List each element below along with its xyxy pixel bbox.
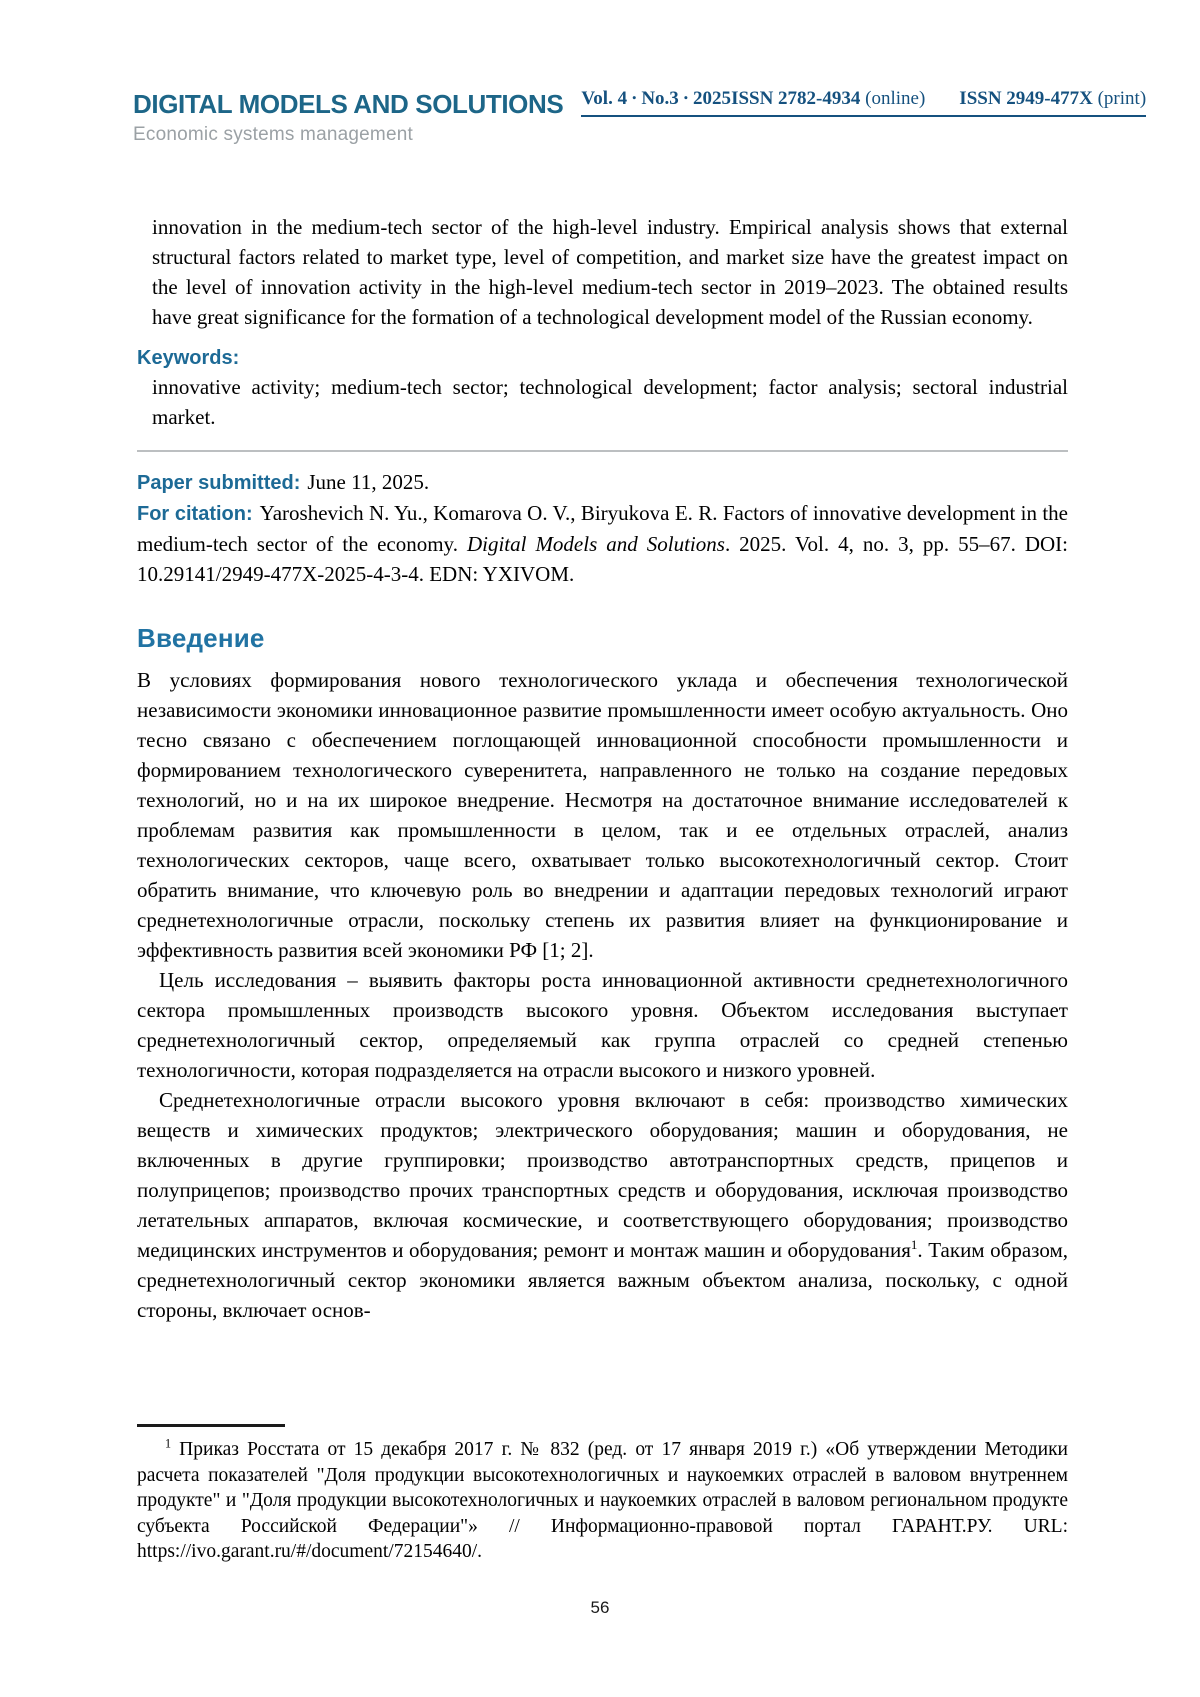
citation-paragraph — [137, 498, 1068, 589]
footnote-marker: 1 — [165, 1436, 172, 1451]
article-body — [137, 212, 1068, 1325]
page-number: 56 — [590, 1598, 610, 1617]
citation-text-before: Yaroshevich N. Yu., Komarova O. V., Biryukova E. R. Factors of innovative development in the medium-tech sector of the economy. — [137, 501, 1068, 556]
citation-label: For citation: — [137, 503, 253, 525]
journal-title: DIGITAL MODELS AND SOLUTIONS — [133, 89, 564, 119]
footnote-area — [137, 1424, 1068, 1565]
footnote-reference: 1 — [910, 1237, 918, 1252]
issn-online-number: ISSN 2782-4934 — [731, 88, 861, 109]
citation-text-after: . 2025. Vol. 4, no. 3, pp. 55–67. DOI: 10.29141/2949-477X-2025-4-3-4. EDN: YXIVOM. — [137, 532, 1068, 586]
issn-print-note: (print) — [1097, 88, 1147, 109]
footnote-body: Приказ Росстата от 15 декабря 2017 г. № 832 (ред. от 17 января 2019 г.) «Об утверждении Методики расчета показателей "Доля продукции высокотехнологичных и наукоемких отраслей в валовом внутреннем продукте" и "Доля продукции высокотехнологичных и наукоемких отраслей в валовом региональном продукте субъекта Российской Федерации"» // Информационно-правовой портал ГАРАНТ.РУ. URL: https://ivo.garant.ru/#/document/72154640/. — [137, 1439, 1068, 1562]
volume-issn-bar — [581, 88, 1146, 117]
paper-submitted-value: June 11, 2025. — [307, 470, 430, 494]
page-header — [133, 88, 1147, 146]
citation-journal-italic: Digital Models and Solutions — [466, 532, 725, 556]
intro-paragraph-3-text: Среднетехнологичные отрасли высокого уровня включают в себя: производство химических веществ и химических продуктов; электрического оборудования; машин и оборудования, не включенных в другие группировки; производство автотранспортных средств, прицепов и полуприцепов; производство прочих транспортных средств и оборудования, исключая производство летательных аппаратов, включая космические, и соответствующего оборудования; производство медицинских инструментов и оборудования; ремонт и монтаж машин и оборудования — [137, 1088, 1068, 1262]
issn-online — [731, 88, 925, 110]
keywords-text: innovative activity; medium-tech sector; technological development; factor analysis; sectoral industrial market. — [152, 375, 1068, 429]
intro-paragraph-3 — [137, 1085, 1068, 1325]
header-row — [133, 88, 1147, 119]
paper-submitted-line — [137, 467, 1068, 498]
intro-paragraph-3-continued: . Таким образом, среднетехнологичный сектор экономики является важным объектом анализа, поскольку, с одной стороны, включает основ- — [137, 1238, 1068, 1322]
introduction-heading: Введение — [137, 623, 265, 653]
footnote-rule — [137, 1424, 285, 1427]
issn-print-number: ISSN 2949-477X — [959, 88, 1093, 109]
issn-online-note: (online) — [865, 88, 926, 109]
issn-print — [959, 88, 1146, 110]
volume-info: Vol. 4 ∙ No.3 ∙ 2025 — [581, 88, 732, 109]
intro-paragraph-1: В условиях формирования нового технологического уклада и обеспечения технологической независимости экономики инновационное развитие промышленности имеет особую актуальность. Оно тесно связано с обеспечением поглощающей инновационной способности промышленности и формированием технологического суверенитета, направленного не только на создание передовых технологий, но и на их широкое внедрение. Несмотря на достаточное внимание исследователей к проблемам развития как промышленности в целом, так и ее отдельных отраслей, анализ технологических секторов, чаще всего, охватывает только высокотехнологичный сектор. Стоит обратить внимание, что ключевую роль во внедрении и адаптации передовых технологий играют среднетехнологичные отрасли, поскольку степень их развития влияет на функционирование и эффективность развития всей экономики РФ [1; 2]. — [137, 668, 1068, 962]
paper-submitted-label: Paper submitted: — [137, 472, 301, 494]
keywords-label: Keywords: — [137, 347, 240, 369]
abstract-continuation-text: innovation in the medium-tech sector of the high-level industry. Empirical analysis shows that external structural factors related to market type, level of competition, and market size have the greatest impact on the level of innovation activity in the high-level medium-tech sector in 2019–2023. The obtained results have great significance for the formation of a technological development model of the Russian economy. — [152, 215, 1068, 329]
issn-group — [731, 88, 1146, 110]
section-subtitle: Economic systems management — [133, 124, 413, 145]
section-divider — [137, 450, 1068, 452]
intro-paragraph-2: Цель исследования – выявить факторы роста инновационной активности среднетехнологичного сектора промышленных производств высокого уровня. Объектом исследования выступает среднетехнологичный сектор, определяемый как группа отраслей со средней степенью технологичности, которая подразделяется на отрасли высокого и низкого уровней. — [137, 968, 1068, 1082]
footnote-text — [137, 1437, 1068, 1565]
